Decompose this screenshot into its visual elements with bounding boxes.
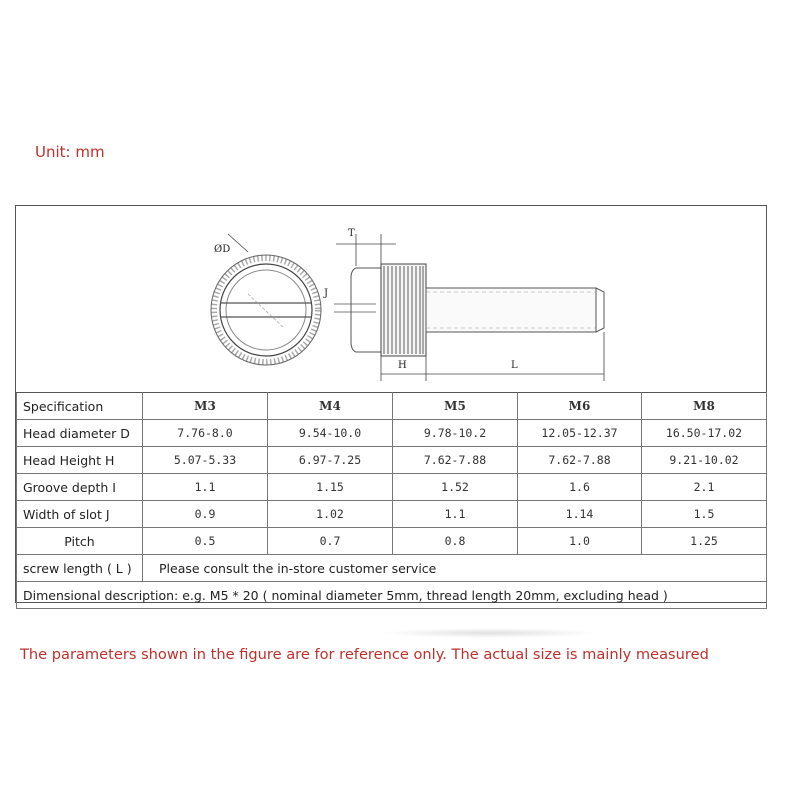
spec-frame <box>15 205 767 603</box>
cell: 1.6 <box>518 474 642 501</box>
cell: 1.15 <box>268 474 393 501</box>
size-m6: M6 <box>518 393 642 420</box>
h-label: H <box>398 360 407 371</box>
description-row <box>17 582 767 609</box>
j-label: J <box>324 288 329 299</box>
cell: 12.05-12.37 <box>518 420 642 447</box>
screw-length-row <box>17 555 767 582</box>
cell: 1.5 <box>642 501 767 528</box>
size-m3: M3 <box>143 393 268 420</box>
table-row <box>17 528 767 555</box>
row-label: Head diameter D <box>17 420 143 447</box>
cell: 1.1 <box>393 501 518 528</box>
spec-table <box>16 392 767 609</box>
cell: 16.50-17.02 <box>642 420 767 447</box>
cell: 2.1 <box>642 474 767 501</box>
size-m5: M5 <box>393 393 518 420</box>
cell: 9.21-10.02 <box>642 447 767 474</box>
cell: 6.97-7.25 <box>268 447 393 474</box>
cell: 7.62-7.88 <box>393 447 518 474</box>
spec-header: Specification <box>17 393 143 420</box>
dimensional-description: Dimensional description: e.g. M5 * 20 ( nominal diameter 5mm, thread length 20mm, excluding head ) <box>17 582 767 609</box>
cell: 1.0 <box>518 528 642 555</box>
cell: 0.5 <box>143 528 268 555</box>
cell: 1.02 <box>268 501 393 528</box>
side-view <box>323 228 604 381</box>
cell: 7.76-8.0 <box>143 420 268 447</box>
table-row <box>17 447 767 474</box>
screw-length-label: screw length ( L ) <box>17 555 143 582</box>
row-label: Head Height H <box>17 447 143 474</box>
t-label: T <box>348 228 355 239</box>
cell: 9.78-10.2 <box>393 420 518 447</box>
table-row <box>17 501 767 528</box>
screw-drawing <box>16 206 768 391</box>
cell: 9.54-10.0 <box>268 420 393 447</box>
table-header-row <box>17 393 767 420</box>
cell: 1.52 <box>393 474 518 501</box>
table-row <box>17 474 767 501</box>
l-label: L <box>511 360 518 371</box>
front-view <box>211 234 321 365</box>
cell: 0.9 <box>143 501 268 528</box>
cell: 7.62-7.88 <box>518 447 642 474</box>
cell: 1.1 <box>143 474 268 501</box>
disclaimer: The parameters shown in the figure are for reference only. The actual size is mainly measured <box>20 646 709 663</box>
row-label: Width of slot J <box>17 501 143 528</box>
cell: 5.07-5.33 <box>143 447 268 474</box>
row-label: Groove depth I <box>17 474 143 501</box>
cell: 1.25 <box>642 528 767 555</box>
cell: 0.7 <box>268 528 393 555</box>
size-m8: M8 <box>642 393 767 420</box>
row-label: Pitch <box>17 528 143 555</box>
cell: 0.8 <box>393 528 518 555</box>
screw-length-note: Please consult the in-store customer service <box>143 555 767 582</box>
table-row <box>17 420 767 447</box>
size-m4: M4 <box>268 393 393 420</box>
cell: 1.14 <box>518 501 642 528</box>
diameter-label: ØD <box>214 244 231 255</box>
shadow-decoration <box>380 628 600 638</box>
unit-label: Unit: mm <box>35 143 105 161</box>
